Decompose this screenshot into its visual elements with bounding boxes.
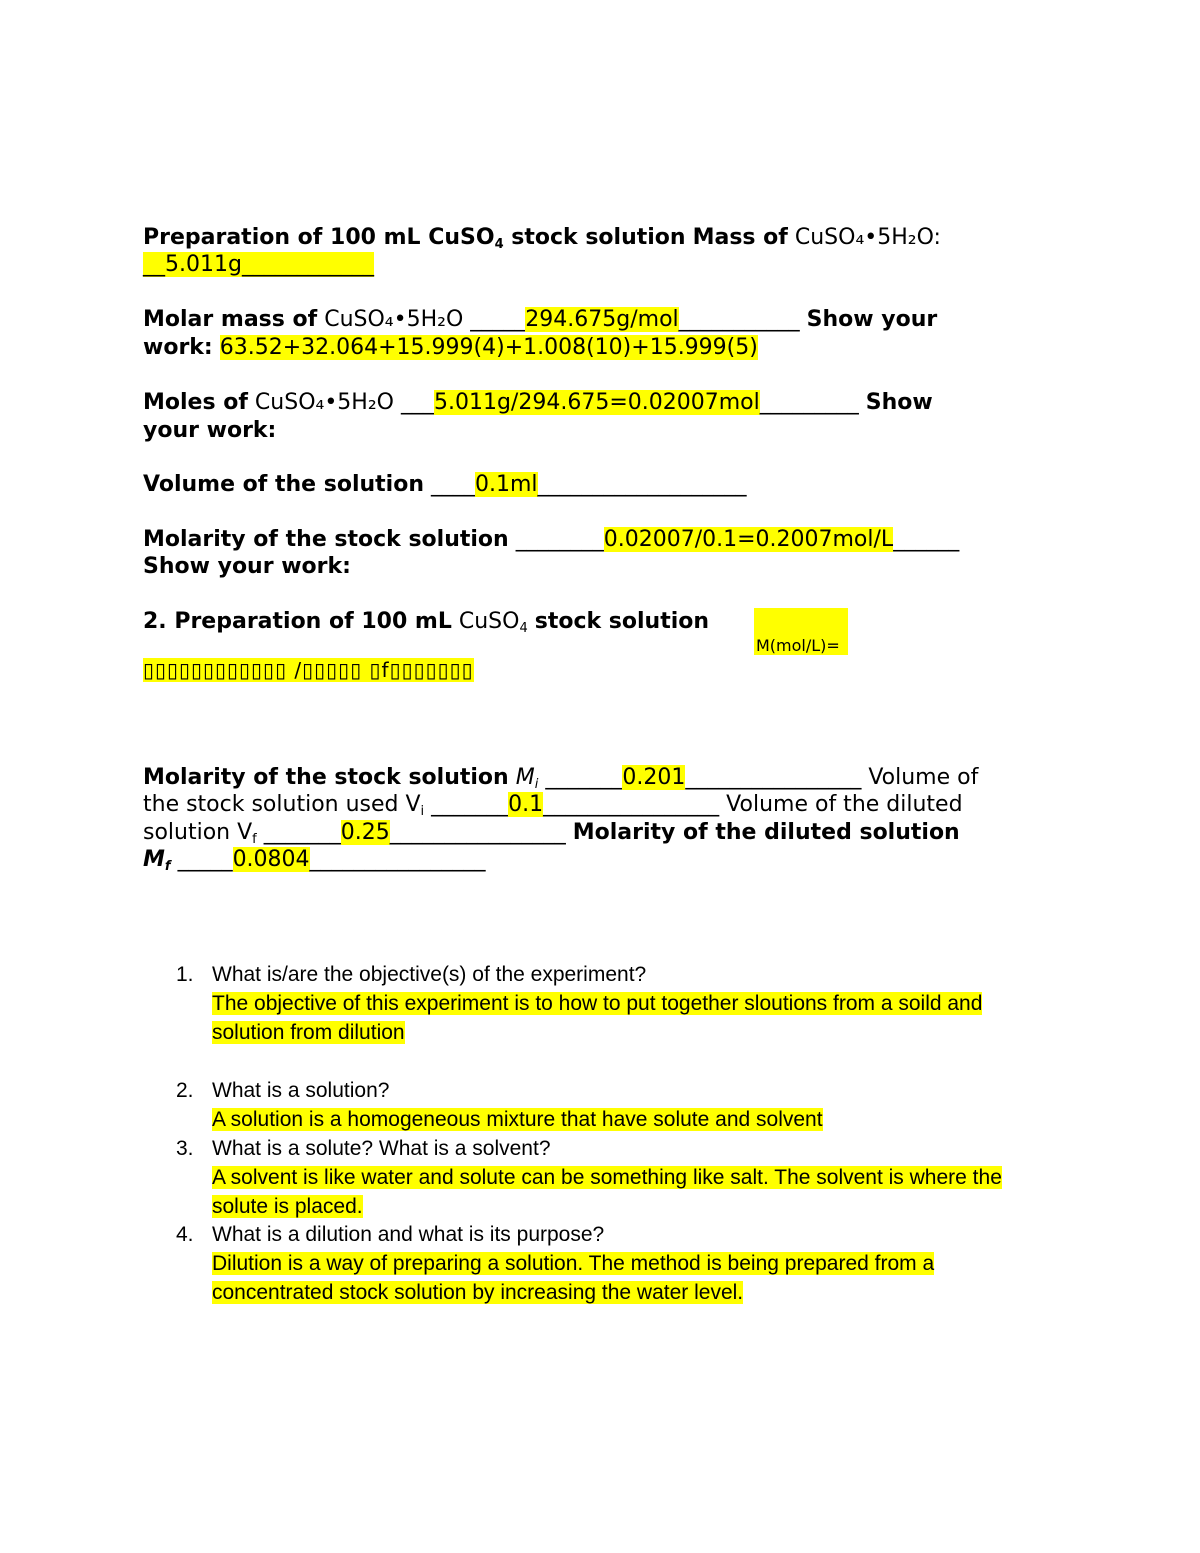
answer-1-line-1: The objective of this experiment is to how to put together sloutions from a soild and bbox=[212, 992, 983, 1015]
molar-mass-value: 294.675g/mol bbox=[525, 307, 679, 332]
document-page: Preparation of 100 mL CuSO$_4$ stock solution Mass of CuSO₄•5H₂O: __5.011g____________ Molar mass of CuSO₄•5H₂O _____294.675g/mol___________ Show your work: 63.52+32.064+15.999(4)+1.008(10)+15.999(5) Moles of CuSO₄•5H₂O ___5.011g/294.675=0.02007mol_________ Show your work: Volume of the solution ____0.1ml___________________ Molarity of the stock solution ________0.02007/0.1=0.2007mol/L______ Show your work: 2. Preparation of 100 mL CuSO$_4$ stock solution M(mol/L)= ▯▯▯▯▯▯▯▯▯▯▯▯ /▯▯▯▯▯ ▯f▯▯▯▯▯▯▯ Molarity of the stock solution $M_i$ _______0.201________________ Volume of the stock solution used $V_i$ _______0.1________________ Volume of the diluted solution $V_f$ _______0.25________________ Molarity of the diluted solution $M_f$ _____0.0804________________ 1. What is/are the objective(s) of the experiment? The objective of this experiment is to how to put together sloutions from a soild and solution from dilution 2. What is a solution? A solution is a homogeneous mixture that have solute and solvent 3. What is a solute? What is a solvent? A solvent is like water and solute can be something like salt. The solvent is where the solute is placed. 4. What is a dilution and what is its purpose? Dilution is a way of preparing a solution. The method is being prepared from a concentrated stock solution by increasing the water level. bbox=[0, 0, 1200, 1553]
volume-line: Volume of the solution ____0.1ml___________________ bbox=[143, 472, 747, 497]
mass-value: 5.011g bbox=[165, 252, 242, 277]
answer-2-line-1: A solution is a homogeneous mixture that have solute and solvent bbox=[212, 1108, 823, 1131]
mi-value: 0.201 bbox=[622, 765, 686, 790]
formula-box: M(mol/L)= bbox=[754, 608, 848, 655]
mass-answer-line: __5.011g____________ bbox=[143, 252, 374, 277]
formula-glyphs: ▯▯▯▯▯▯▯▯▯▯▯▯ /▯▯▯▯▯ ▯f▯▯▯▯▯▯▯ bbox=[143, 658, 474, 682]
moles-work-line: your work: bbox=[143, 418, 277, 443]
vi-value: 0.1 bbox=[508, 792, 544, 817]
mf-value: 0.0804 bbox=[232, 847, 310, 872]
molarity-value: 0.02007/0.1=0.2007mol/L bbox=[603, 527, 894, 552]
answer-3-line-2: solute is placed. bbox=[212, 1195, 363, 1218]
molarity-line: Molarity of the stock solution ________0.02007/0.1=0.2007mol/L______ bbox=[143, 527, 960, 552]
vf-value: 0.25 bbox=[340, 820, 390, 845]
moles-line: Moles of CuSO₄•5H₂O ___5.011g/294.675=0.02007mol_________ Show bbox=[143, 390, 933, 415]
section2-title: 2. Preparation of 100 mL CuSO$_4$ stock solution bbox=[143, 609, 710, 636]
answer-4-line-2: concentrated stock solution by increasing the water level. bbox=[212, 1281, 744, 1304]
molarity-work-line: Show your work: bbox=[143, 554, 351, 579]
molar-mass-work: 63.52+32.064+15.999(4)+1.008(10)+15.999(5) bbox=[219, 335, 758, 360]
moles-value: 5.011g/294.675=0.02007mol bbox=[433, 390, 760, 415]
mf-line: $M_f$ _____0.0804________________ bbox=[143, 847, 486, 874]
molar-work-line: work: 63.52+32.064+15.999(4)+1.008(10)+15.999(5) bbox=[143, 335, 758, 360]
mass-formula: CuSO₄•5H₂O: bbox=[794, 225, 941, 250]
vi-line: the stock solution used $V_i$ _______0.1________________ Volume of the diluted bbox=[143, 792, 963, 819]
answer-1-line-2: solution from dilution bbox=[212, 1021, 405, 1044]
molar-mass-line: Molar mass of CuSO₄•5H₂O _____294.675g/mol___________ Show your bbox=[143, 307, 938, 332]
answer-4-line-1: Dilution is a way of preparing a solution. The method is being prepared from a bbox=[212, 1252, 935, 1275]
mass-label: Mass of bbox=[692, 225, 788, 250]
answer-3-line-1: A solvent is like water and solute can be something like salt. The solvent is where the bbox=[212, 1166, 1002, 1189]
mi-line: Molarity of the stock solution $M_i$ _______0.201________________ Volume of bbox=[143, 765, 979, 792]
mass-line bbox=[143, 224, 1043, 251]
volume-value: 0.1ml bbox=[475, 472, 538, 497]
section1-title: Preparation of 100 mL CuSO$_4$ stock solution bbox=[143, 225, 686, 252]
vf-line: solution $V_f$ _______0.25________________ Molarity of the diluted solution bbox=[143, 820, 960, 847]
